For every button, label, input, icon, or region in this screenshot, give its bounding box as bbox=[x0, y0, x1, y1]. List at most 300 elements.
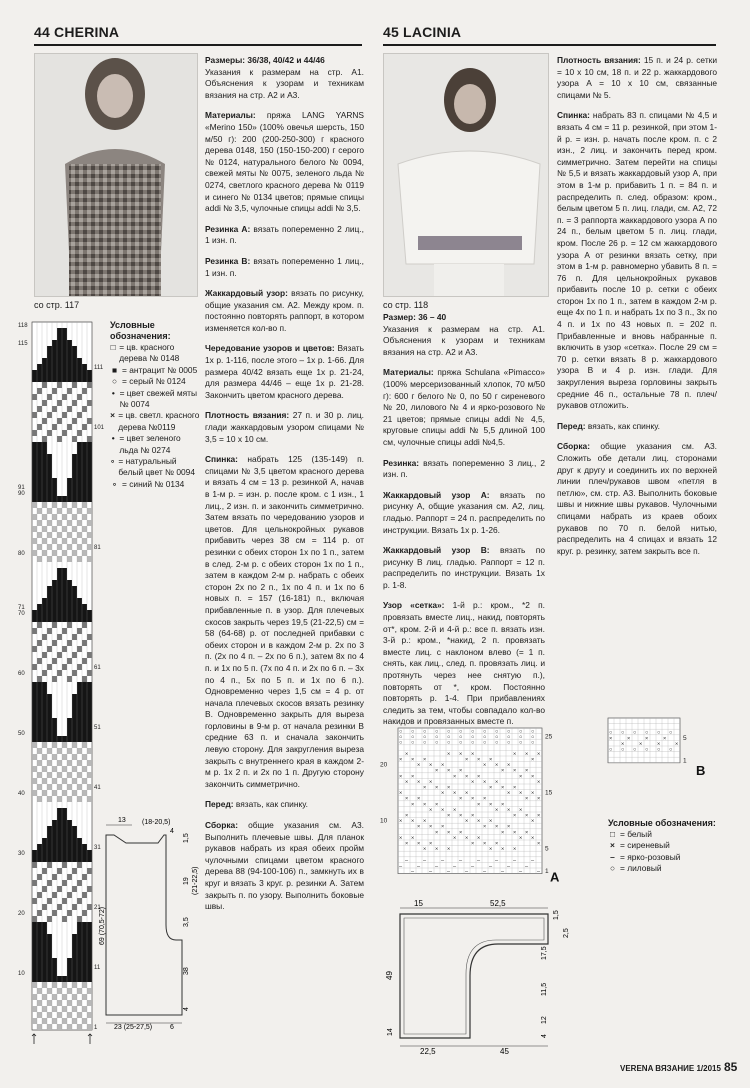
chart-cell bbox=[62, 526, 67, 532]
lacinia-legend-title: Условные обозначения: bbox=[608, 818, 716, 828]
chart-cell bbox=[47, 838, 52, 844]
chart-cell bbox=[57, 652, 62, 658]
chart-a-cell: × bbox=[417, 779, 421, 786]
arrow-up-icon bbox=[32, 1034, 36, 1044]
chart-cell bbox=[87, 652, 92, 658]
chart-cell bbox=[57, 850, 62, 856]
chart-cell bbox=[47, 598, 52, 604]
chart-a-cell: × bbox=[507, 807, 511, 814]
chart-cell bbox=[72, 484, 77, 490]
chart-cell bbox=[52, 538, 57, 544]
chart-cell bbox=[37, 922, 42, 928]
chart-cell bbox=[47, 700, 52, 706]
chart-a-grid bbox=[398, 728, 542, 875]
chart-cell bbox=[87, 694, 92, 700]
chart-cell bbox=[47, 592, 52, 598]
chart-a-cell: ○ bbox=[411, 740, 415, 747]
chart-grid bbox=[32, 322, 92, 1030]
arrow-up-icon bbox=[88, 1034, 92, 1044]
chart-cell bbox=[77, 952, 82, 958]
chart-cell bbox=[42, 382, 47, 388]
chart-cell bbox=[37, 406, 42, 412]
chart-a-cell: × bbox=[477, 773, 481, 780]
chart-cell bbox=[47, 616, 52, 622]
chart-cell bbox=[47, 718, 52, 724]
chart-cell bbox=[87, 922, 92, 928]
chart-cell bbox=[87, 976, 92, 982]
chart-cell bbox=[87, 958, 92, 964]
chart-cell bbox=[72, 706, 77, 712]
cherina-photo bbox=[34, 53, 198, 297]
chart-cell bbox=[82, 454, 87, 460]
chart-a-cell: × bbox=[423, 757, 427, 763]
chart-cell bbox=[57, 796, 62, 802]
chart-cell bbox=[32, 994, 37, 1000]
chart-cell bbox=[62, 646, 67, 652]
chart-cell bbox=[72, 934, 77, 940]
chart-cell bbox=[32, 496, 37, 502]
chart-a-cell: ○ bbox=[531, 734, 535, 741]
chart-cell bbox=[57, 436, 62, 442]
chart-cell bbox=[72, 694, 77, 700]
chart-cell bbox=[42, 868, 47, 874]
chart-cell bbox=[82, 946, 87, 952]
chart-a-cell: × bbox=[525, 829, 529, 836]
chart-cell bbox=[62, 982, 67, 988]
chart-cell bbox=[82, 616, 87, 622]
chart-a-cell: × bbox=[471, 813, 475, 819]
chart-cell bbox=[62, 352, 67, 358]
chart-b-cell: ○ bbox=[657, 747, 661, 753]
chart-cell bbox=[52, 718, 57, 724]
chart-cell bbox=[52, 346, 57, 352]
chart-cell bbox=[42, 370, 47, 376]
chart-cell bbox=[82, 496, 87, 502]
chart-cell bbox=[82, 406, 87, 412]
chart-cell bbox=[32, 730, 37, 736]
chart-cell bbox=[62, 568, 67, 574]
chart-a-cell: × bbox=[477, 835, 481, 842]
chart-b-cell: ○ bbox=[633, 747, 637, 753]
chart-cell bbox=[72, 382, 77, 388]
chart-a-cell: × bbox=[465, 773, 469, 780]
chart-cell bbox=[52, 622, 57, 628]
chart-cell bbox=[82, 976, 87, 982]
chart-a-cell: × bbox=[399, 835, 403, 842]
chart-a-cell: × bbox=[507, 824, 511, 831]
chart-cell bbox=[47, 478, 52, 484]
chart-cell bbox=[47, 958, 52, 964]
chart-cell bbox=[37, 448, 42, 454]
chart-cell bbox=[67, 658, 72, 664]
chart-cell bbox=[32, 478, 37, 484]
chart-cell bbox=[32, 466, 37, 472]
chart-cell bbox=[67, 1012, 72, 1018]
chart-a-cell: × bbox=[411, 757, 415, 763]
chart-row-label: 111 bbox=[94, 365, 104, 371]
chart-cell bbox=[32, 628, 37, 634]
chart-cell bbox=[57, 604, 62, 610]
chart-b-cell: ○ bbox=[669, 747, 673, 753]
chart-cell bbox=[62, 538, 67, 544]
chart-a-cell: × bbox=[441, 790, 445, 797]
jacquard-text: вязать по рисунку, общие указания см. A2. Между кром. п. постоянно повторять раппорт, в котором изменяется кол-во п. bbox=[205, 288, 364, 333]
chart-a-cell: ○ bbox=[483, 734, 487, 741]
chart-cell bbox=[37, 532, 42, 538]
chart-cell bbox=[72, 958, 77, 964]
chart-cell bbox=[32, 1006, 37, 1012]
chart-cell bbox=[72, 856, 77, 862]
chart-cell bbox=[57, 340, 62, 346]
chart-cell bbox=[37, 460, 42, 466]
chart-a-cell: × bbox=[423, 785, 427, 791]
chart-a-cell: × bbox=[417, 762, 421, 769]
chart-cell bbox=[57, 814, 62, 820]
chart-cell bbox=[57, 382, 62, 388]
chart-cell bbox=[37, 640, 42, 646]
chart-a-cell: – bbox=[507, 863, 511, 870]
chart-cell bbox=[82, 550, 87, 556]
chart-cell bbox=[37, 610, 42, 616]
chart-cell bbox=[47, 544, 52, 550]
lacinia-materials-text: пряжа Schulana «Pimacco» (100% мерсеризованный хлопок, 70 м/50 г): 600 г белого № 0, по 50 г сиреневого № 20, лилового № 4 и ярко-розового № 21 цветов; прямые спицы addi № 4,5, круговые спицы addi № 5,5 длиной 100 см, чулочные спицы addi №4,5. bbox=[383, 367, 545, 447]
chart-cell bbox=[37, 928, 42, 934]
chart-cell bbox=[82, 694, 87, 700]
chart-cell bbox=[42, 1006, 47, 1012]
chart-cell bbox=[77, 736, 82, 742]
header-rule-right bbox=[383, 44, 716, 46]
cherina-legend-item bbox=[110, 433, 200, 456]
chart-a-cell: × bbox=[513, 751, 517, 758]
chart-a-cell: × bbox=[489, 785, 493, 791]
chart-cell bbox=[52, 820, 57, 826]
chart-a-cell: × bbox=[405, 841, 409, 847]
legend-text: = серый № 0124 bbox=[122, 376, 186, 387]
chart-cell bbox=[42, 400, 47, 406]
chart-cell bbox=[37, 844, 42, 850]
chart-cell bbox=[57, 352, 62, 358]
chart-cell bbox=[62, 790, 67, 796]
chart-cell bbox=[87, 484, 92, 490]
chart-cell bbox=[67, 760, 72, 766]
chart-cell bbox=[42, 682, 47, 688]
lacinia-instructions-2 bbox=[557, 55, 717, 566]
chart-cell bbox=[77, 838, 82, 844]
chart-cell bbox=[77, 862, 82, 868]
chart-cell bbox=[37, 490, 42, 496]
chart-a-cell: ○ bbox=[399, 729, 403, 735]
chart-cell bbox=[32, 970, 37, 976]
chart-a-cell: ○ bbox=[447, 734, 451, 741]
chart-a-cell: × bbox=[513, 829, 517, 836]
chart-cell bbox=[67, 376, 72, 382]
chart-cell bbox=[87, 706, 92, 712]
chart-a-cell: × bbox=[435, 846, 439, 853]
chart-cell bbox=[52, 388, 57, 394]
chart-a-cell: × bbox=[531, 773, 535, 780]
chart-cell bbox=[37, 442, 42, 448]
chart-a-cell: × bbox=[525, 751, 529, 758]
chart-cell bbox=[67, 610, 72, 616]
chart-a-row-label: 1 bbox=[545, 868, 549, 876]
chart-cell bbox=[77, 844, 82, 850]
legend-text: = антрацит № 0005 bbox=[122, 364, 198, 375]
chart-cell bbox=[62, 430, 67, 436]
chart-cell bbox=[67, 718, 72, 724]
legend-symbol-icon: ■ bbox=[111, 364, 118, 375]
header-rule-left bbox=[34, 44, 362, 46]
chart-a-cell: ○ bbox=[519, 740, 523, 747]
chart-cell bbox=[72, 418, 77, 424]
assembly-text: общие указания см. A3. Выполнить плечевые швы. Для планок рукавов набрать из края обеих пройм чулочными спицами цветом красного дерева 88 (94-100-106) п., замкнуть их в круг и вязать 3 круг. р. резинки А. Затем закрыть п. по узору. Выполнить боковые швы. bbox=[205, 820, 364, 912]
lacinia-density-text: 15 п. и 24 р. сетки = 10 х 10 см, 18 п. и 22 р. жаккардового узора А = 10 х 10 см, связанные спицами № 5. bbox=[557, 55, 717, 100]
chart-cell bbox=[57, 328, 62, 334]
chart-cell bbox=[67, 622, 72, 628]
chart-cell bbox=[37, 874, 42, 880]
chart-cell bbox=[87, 442, 92, 448]
chart-a-cell: – bbox=[417, 863, 421, 870]
chart-cell bbox=[32, 754, 37, 760]
chart-a-row-label: 5 bbox=[545, 845, 549, 853]
lac-sch-r5: 12 bbox=[541, 1016, 548, 1024]
chart-cell bbox=[77, 976, 82, 982]
chart-cell bbox=[32, 610, 37, 616]
chart-cell bbox=[67, 796, 72, 802]
chart-a-cell: × bbox=[495, 841, 499, 847]
chart-cell bbox=[32, 724, 37, 730]
chart-a-cell: ○ bbox=[423, 740, 427, 747]
chart-a-cell: – bbox=[531, 857, 535, 864]
chart-a-cell: × bbox=[507, 790, 511, 797]
chart-cell bbox=[72, 904, 77, 910]
chart-cell bbox=[57, 598, 62, 604]
chart-a-cell: × bbox=[501, 829, 505, 836]
chart-cell bbox=[42, 754, 47, 760]
chart-cell bbox=[67, 988, 72, 994]
chart-cell bbox=[67, 772, 72, 778]
chart-cell bbox=[42, 856, 47, 862]
chart-cell bbox=[87, 856, 92, 862]
chart-cell bbox=[82, 994, 87, 1000]
sch-v4: 3,5 bbox=[183, 917, 190, 927]
chart-cell bbox=[42, 442, 47, 448]
chart-cell bbox=[47, 532, 52, 538]
chart-a-cell: × bbox=[483, 779, 487, 786]
chart-cell bbox=[57, 334, 62, 340]
chart-b-cell: × bbox=[663, 735, 667, 742]
chart-cell bbox=[42, 982, 47, 988]
chart-cell bbox=[42, 1018, 47, 1024]
chart-cell bbox=[87, 964, 92, 970]
chart-cell bbox=[37, 1012, 42, 1018]
chart-cell bbox=[67, 856, 72, 862]
chart-cell bbox=[72, 700, 77, 706]
chart-cell bbox=[62, 1006, 67, 1012]
chart-cell bbox=[87, 904, 92, 910]
chart-cell bbox=[82, 892, 87, 898]
chart-cell bbox=[47, 412, 52, 418]
chart-cell bbox=[72, 472, 77, 478]
chart-a-cell: – bbox=[435, 863, 439, 870]
chart-cell bbox=[67, 784, 72, 790]
chart-cell bbox=[77, 604, 82, 610]
chart-cell bbox=[77, 988, 82, 994]
chart-cell bbox=[82, 874, 87, 880]
chart-a-cell: × bbox=[489, 757, 493, 763]
chart-cell bbox=[77, 454, 82, 460]
chart-cell bbox=[32, 928, 37, 934]
chart-cell bbox=[82, 970, 87, 976]
chart-cell bbox=[52, 826, 57, 832]
chart-cell bbox=[62, 328, 67, 334]
chart-cell bbox=[32, 856, 37, 862]
chart-cell bbox=[62, 976, 67, 982]
chart-a-cell: × bbox=[471, 796, 475, 803]
chart-cell bbox=[47, 730, 52, 736]
chart-cell bbox=[52, 586, 57, 592]
chart-cell bbox=[72, 742, 77, 748]
chart-cell bbox=[77, 646, 82, 652]
chart-cell bbox=[77, 376, 82, 382]
chart-cell bbox=[47, 862, 52, 868]
chart-cell bbox=[47, 748, 52, 754]
chart-cell bbox=[32, 718, 37, 724]
chart-cell bbox=[37, 856, 42, 862]
chart-cell bbox=[42, 616, 47, 622]
chart-cell bbox=[52, 730, 57, 736]
pattern-header-lacinia: 45 LACINIA bbox=[383, 24, 462, 40]
chart-cell bbox=[42, 514, 47, 520]
legend-symbol-icon: □ bbox=[609, 829, 616, 839]
lac-sch-l1: 14 bbox=[387, 1028, 394, 1036]
chart-row-label: 10 bbox=[18, 971, 25, 977]
chart-a-cell: × bbox=[405, 779, 409, 786]
chart-cell bbox=[42, 418, 47, 424]
chart-a-cell: × bbox=[429, 824, 433, 831]
chart-a-cell: × bbox=[447, 829, 451, 836]
chart-a-cell: ○ bbox=[531, 740, 535, 747]
chart-cell bbox=[52, 484, 57, 490]
chart-cell bbox=[32, 916, 37, 922]
chart-cell bbox=[47, 736, 52, 742]
chart-cell bbox=[72, 604, 77, 610]
chart-cell bbox=[72, 778, 77, 784]
chart-cell bbox=[77, 616, 82, 622]
chart-cell bbox=[82, 856, 87, 862]
chart-cell bbox=[52, 838, 57, 844]
chart-row-label: 81 bbox=[94, 545, 101, 551]
chart-cell bbox=[67, 586, 72, 592]
chart-a-cell: – bbox=[447, 869, 451, 875]
chart-cell bbox=[47, 952, 52, 958]
chart-cell bbox=[57, 610, 62, 616]
legend-symbol-icon: – bbox=[610, 851, 615, 862]
chart-cell bbox=[52, 778, 57, 784]
chart-cell bbox=[72, 1006, 77, 1012]
chart-a-cell: × bbox=[423, 846, 427, 853]
chart-cell bbox=[67, 724, 72, 730]
chart-cell bbox=[37, 910, 42, 916]
chart-cell bbox=[57, 544, 62, 550]
chart-a-cell: × bbox=[399, 757, 403, 763]
chart-cell bbox=[87, 508, 92, 514]
chart-cell bbox=[62, 838, 67, 844]
chart-cell bbox=[87, 634, 92, 640]
chart-cell bbox=[32, 766, 37, 772]
chart-cell bbox=[42, 688, 47, 694]
chart-cell bbox=[62, 412, 67, 418]
chart-a-cell: × bbox=[531, 790, 535, 797]
chart-cell bbox=[87, 784, 92, 790]
lacinia-instructions-1 bbox=[383, 312, 545, 728]
chart-cell bbox=[37, 958, 42, 964]
chart-cell bbox=[57, 808, 62, 814]
legend-symbol-icon: ○ bbox=[609, 863, 616, 874]
chart-cell bbox=[57, 376, 62, 382]
chart-cell bbox=[52, 1018, 57, 1024]
chart-cell bbox=[87, 946, 92, 952]
chart-cell bbox=[72, 364, 77, 370]
chart-cell bbox=[47, 646, 52, 652]
chart-cell bbox=[37, 1024, 42, 1030]
chart-cell bbox=[57, 838, 62, 844]
chart-a-cell: × bbox=[465, 818, 469, 825]
chart-a-cell: × bbox=[447, 751, 451, 758]
chart-cell bbox=[72, 526, 77, 532]
chart-cell bbox=[37, 370, 42, 376]
chart-cell bbox=[47, 664, 52, 670]
chart-cell bbox=[42, 460, 47, 466]
chart-a-cell: – bbox=[471, 863, 475, 870]
chart-cell bbox=[37, 736, 42, 742]
chart-cell bbox=[62, 766, 67, 772]
chart-a-cell: × bbox=[501, 785, 505, 791]
chart-cell bbox=[32, 550, 37, 556]
chart-cell bbox=[67, 580, 72, 586]
page-number: 85 bbox=[723, 1060, 738, 1074]
chart-a-cell: ○ bbox=[507, 729, 511, 735]
chart-cell bbox=[82, 490, 87, 496]
chart-cell bbox=[52, 478, 57, 484]
chart-cell bbox=[37, 760, 42, 766]
chart-a-cell: × bbox=[501, 768, 505, 775]
chart-a-cell: × bbox=[477, 757, 481, 763]
lacinia-assembly-text: общие указания см. A3. Сложить обе детали лиц. сторонами друг к другу и соединить их по верхней линии плеч/рукавов швом «петля в петлю», см. стр. A3. Выполнить боковые швы и нижние швы рукавов. Чулочными спицами набрать из краев обоих рукавов по 70 п. белой нитью, распределить на 4 спицах и вязать 12 круг. р. резинку, затем закрыть все п. bbox=[557, 441, 717, 556]
chart-cell bbox=[77, 1000, 82, 1006]
lac-sch-r4: 11,5 bbox=[541, 982, 548, 996]
chart-cell bbox=[87, 472, 92, 478]
chart-a-cell: × bbox=[417, 841, 421, 847]
chart-cell bbox=[32, 448, 37, 454]
chart-cell bbox=[77, 856, 82, 862]
chart-cell bbox=[77, 394, 82, 400]
chart-cell bbox=[77, 412, 82, 418]
chart-cell bbox=[52, 958, 57, 964]
chart-cell bbox=[52, 352, 57, 358]
chart-a-cell: ○ bbox=[471, 734, 475, 741]
chart-cell bbox=[82, 604, 87, 610]
chart-b-cell: ○ bbox=[657, 730, 661, 737]
chart-cell bbox=[67, 346, 72, 352]
chart-cell bbox=[47, 988, 52, 994]
chart-cell bbox=[47, 358, 52, 364]
chart-row-label: 115 bbox=[18, 341, 28, 347]
chart-cell bbox=[62, 340, 67, 346]
rib-b-label: Резинка В: bbox=[205, 255, 251, 266]
chart-cell bbox=[87, 466, 92, 472]
chart-cell bbox=[42, 496, 47, 502]
chart-a-cell: × bbox=[453, 790, 457, 797]
